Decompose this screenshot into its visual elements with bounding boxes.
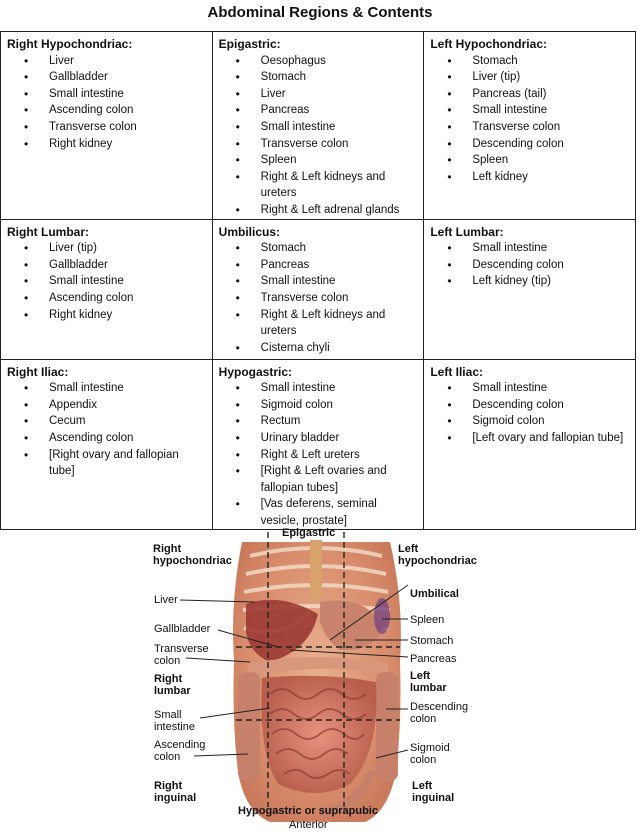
region-item: • Transverse colon bbox=[261, 290, 418, 307]
label-spleen: Spleen bbox=[410, 614, 445, 626]
region-item: • Descending colon bbox=[472, 136, 629, 153]
label-sigmoid-colon: Sigmoid colon bbox=[410, 742, 450, 766]
region-cell bbox=[212, 359, 424, 530]
descending-colon-shape bbox=[376, 672, 398, 782]
region-heading: Umbilicus: bbox=[218, 224, 280, 239]
region-list bbox=[430, 240, 629, 290]
region-heading: Left Lumbar: bbox=[430, 224, 504, 239]
region-list bbox=[7, 240, 206, 323]
label-left-inguinal: Left inguinal bbox=[412, 780, 455, 804]
region-item: • Sigmoid colon bbox=[261, 397, 418, 414]
region-heading: Hypogastric: bbox=[218, 364, 293, 379]
label-epigastric: Epigastric bbox=[282, 527, 336, 539]
region-list bbox=[7, 53, 206, 153]
region-item: • Transverse colon bbox=[472, 119, 629, 136]
region-cell bbox=[1, 359, 213, 530]
oesophagus-shape bbox=[310, 540, 322, 600]
region-item: • Rectum bbox=[261, 413, 418, 430]
region-heading: Right Hypochondriac: bbox=[7, 37, 133, 51]
region-item: • Small intestine bbox=[472, 102, 629, 119]
region-item: • Stomach bbox=[261, 240, 418, 257]
region-list bbox=[430, 53, 629, 186]
region-item: • Small intestine bbox=[49, 86, 206, 103]
region-item: • Liver bbox=[49, 53, 206, 70]
region-item: • Liver (tip) bbox=[472, 69, 629, 86]
region-item: • Sigmoid colon bbox=[472, 413, 629, 430]
region-item: • Right & Left adrenal glands bbox=[261, 202, 418, 219]
region-item: • Small intestine bbox=[49, 380, 206, 397]
region-item: • Cecum bbox=[49, 413, 206, 430]
label-right-hypochondriac: Right hypochondriac bbox=[153, 543, 232, 567]
region-cell bbox=[1, 32, 213, 220]
region-item: • Gallbladder bbox=[49, 69, 206, 86]
region-item: • Pancreas (tail) bbox=[472, 86, 629, 103]
region-item: • Right & Left ureters bbox=[261, 447, 418, 464]
region-item: • Small intestine bbox=[472, 380, 629, 397]
ascending-colon-shape bbox=[238, 672, 260, 782]
region-item: • Small intestine bbox=[261, 380, 418, 397]
label-ascending-colon: Ascending colon bbox=[154, 739, 206, 763]
region-item: • Pancreas bbox=[261, 102, 418, 119]
region-item: • Right kidney bbox=[49, 136, 206, 153]
region-item: • Small intestine bbox=[472, 240, 629, 257]
region-item: • Descending colon bbox=[472, 397, 629, 414]
region-item: • Stomach bbox=[472, 53, 629, 70]
label-pancreas: Pancreas bbox=[410, 653, 457, 665]
region-heading: Right Lumbar: bbox=[7, 224, 89, 239]
region-cell bbox=[212, 219, 424, 359]
region-item: • [Vas deferens, seminal vesicle, prostate] bbox=[261, 496, 418, 529]
label-anterior: Anterior bbox=[289, 819, 328, 831]
region-item: • Pancreas bbox=[261, 257, 418, 274]
region-item: • Left kidney (tip) bbox=[472, 273, 629, 290]
region-item: • Liver bbox=[261, 86, 418, 103]
region-item: • [Right ovary and fallopian tube] bbox=[49, 447, 206, 480]
label-transverse-colon: Transverse colon bbox=[154, 643, 209, 667]
region-cell bbox=[424, 219, 636, 359]
region-item: • Urinary bladder bbox=[261, 430, 418, 447]
region-item: • Right & Left kidneys and ureters bbox=[261, 307, 418, 340]
label-right-inguinal: Right inguinal bbox=[154, 780, 197, 804]
region-item: • Transverse colon bbox=[49, 119, 206, 136]
label-stomach: Stomach bbox=[410, 635, 454, 647]
region-item: • Right kidney bbox=[49, 307, 206, 324]
document-title: Abdominal Regions & Contents bbox=[207, 4, 433, 21]
region-cell bbox=[212, 32, 424, 220]
region-item: • Ascending colon bbox=[49, 290, 206, 307]
region-item: • Liver (tip) bbox=[49, 240, 206, 257]
label-small-intestine: Small intestine bbox=[154, 709, 195, 733]
region-heading: Right Iliac: bbox=[7, 364, 69, 379]
region-list bbox=[219, 240, 418, 356]
region-heading: Left Hypochondriac: bbox=[430, 37, 547, 51]
region-list bbox=[219, 380, 418, 529]
region-item: • Transverse colon bbox=[261, 136, 418, 153]
label-left-hypochondriac: Left hypochondriac bbox=[398, 543, 477, 567]
label-liver: Liver bbox=[154, 594, 178, 606]
abdominal-regions-figure bbox=[150, 522, 490, 833]
region-item: • [Right & Left ovaries and fallopian tubes] bbox=[261, 463, 418, 496]
region-item: • Small intestine bbox=[49, 273, 206, 290]
label-gallbladder: Gallbladder bbox=[154, 623, 211, 635]
region-item: • Spleen bbox=[472, 152, 629, 169]
region-item: • Stomach bbox=[261, 69, 418, 86]
region-item: • Right & Left kidneys and ureters bbox=[261, 169, 418, 202]
region-item: • Oesophagus bbox=[261, 53, 418, 70]
region-item: • Small intestine bbox=[261, 273, 418, 290]
region-item: • Ascending colon bbox=[49, 430, 206, 447]
region-item: • Cisterna chyli bbox=[261, 340, 418, 357]
region-item: • Descending colon bbox=[472, 257, 629, 274]
label-hypogastric: Hypogastric or suprapubic bbox=[238, 805, 378, 817]
label-left-lumbar: Left lumbar bbox=[410, 670, 447, 694]
label-descending-colon: Descending colon bbox=[410, 701, 469, 725]
region-item: • Spleen bbox=[261, 152, 418, 169]
region-list bbox=[219, 53, 418, 219]
region-item: • Gallbladder bbox=[49, 257, 206, 274]
region-heading: Left Iliac: bbox=[430, 364, 483, 379]
region-item: • Ascending colon bbox=[49, 102, 206, 119]
label-umbilical: Umbilical bbox=[410, 588, 459, 600]
regions-table bbox=[0, 31, 636, 530]
label-right-lumbar: Right lumbar bbox=[154, 673, 191, 697]
region-item: • Small intestine bbox=[261, 119, 418, 136]
region-item: • Left kidney bbox=[472, 169, 629, 186]
region-heading: Epigastric: bbox=[218, 37, 281, 51]
region-list bbox=[7, 380, 206, 480]
region-cell bbox=[424, 32, 636, 220]
region-item: • Appendix bbox=[49, 397, 206, 414]
region-item: • [Left ovary and fallopian tube] bbox=[472, 430, 629, 447]
region-cell bbox=[1, 219, 213, 359]
region-cell bbox=[424, 359, 636, 530]
region-list bbox=[430, 380, 629, 446]
